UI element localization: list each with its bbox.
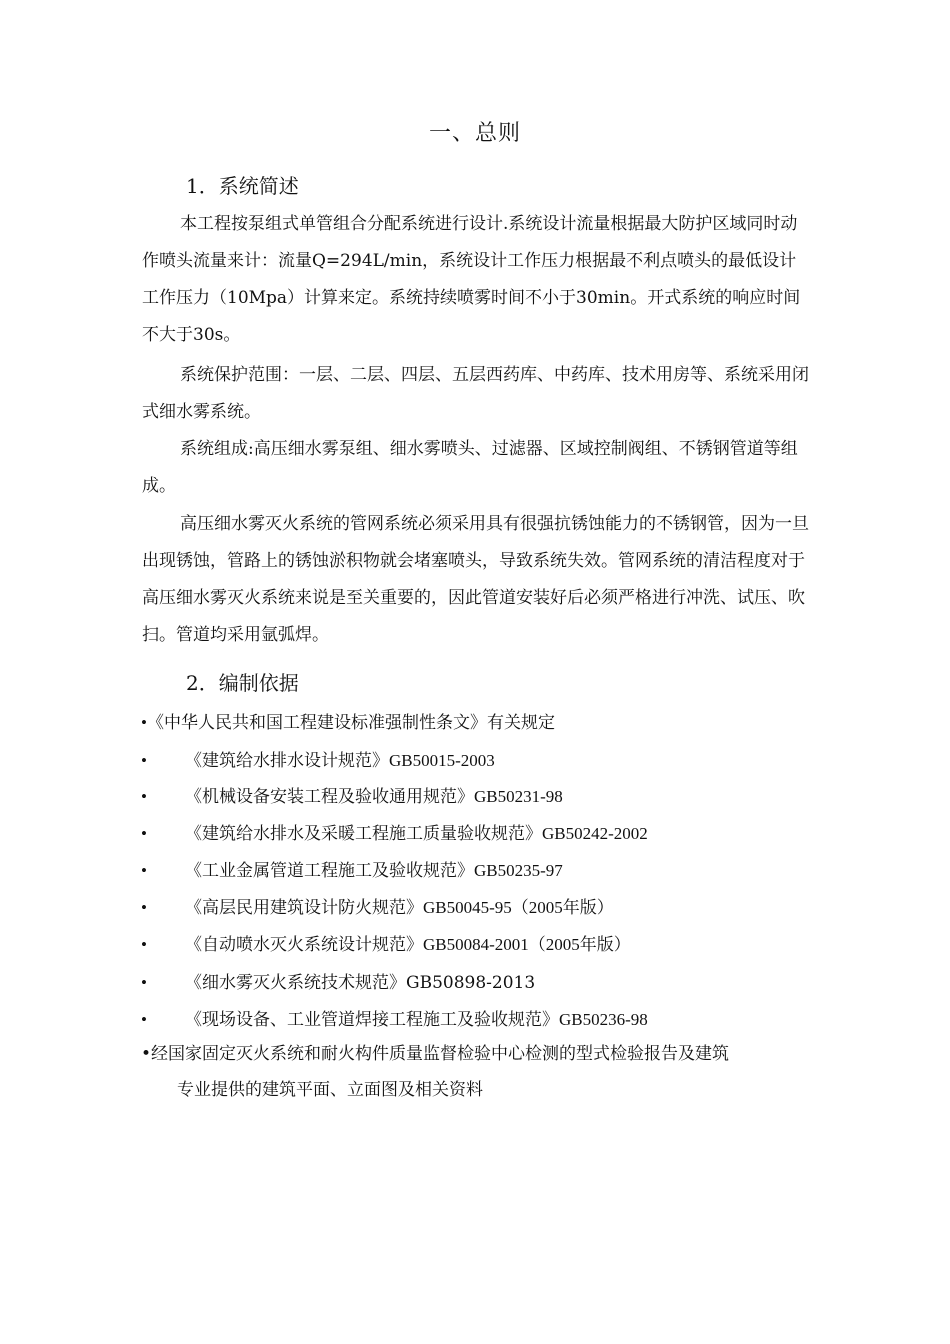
reference-code: GB50084-2001（2005年版） xyxy=(423,935,631,954)
reference-item-test-report xyxy=(141,1036,821,1108)
reference-item xyxy=(141,819,648,844)
bullet-icon: • xyxy=(141,787,147,806)
reference-title: 《中华人民共和国工程建设标准强制性条文》有关规定 xyxy=(146,713,555,733)
bullet-icon: • xyxy=(141,1044,152,1064)
reference-item xyxy=(141,782,563,807)
bullet-icon: • xyxy=(141,935,147,954)
reference-code: GB50236-98 xyxy=(559,1010,648,1029)
reference-item xyxy=(141,1005,648,1030)
bullet-icon: • xyxy=(141,861,147,880)
reference-code: GB50242-2002 xyxy=(542,824,648,843)
paragraph-protection-scope: 系统保护范围：一层、二层、四层、五层西药库、中药库、技术用房等、系统采用闭式细水雾系统。 xyxy=(142,365,809,422)
reference-title: 《自动喷水灭火系统设计规范》 xyxy=(185,935,423,955)
section-heading-overview: 1．系统简述 xyxy=(186,174,299,198)
reference-title: 《机械设备安装工程及验收通用规范》 xyxy=(185,787,474,807)
reference-item xyxy=(141,746,495,771)
reference-title: 《现场设备、工业管道焊接工程施工及验收规范》 xyxy=(185,1010,559,1030)
bullet-icon: • xyxy=(141,898,147,917)
bullet-icon: • xyxy=(141,973,147,992)
paragraph-system-components: 系统组成:高压细水雾泵组、细水雾喷头、过滤器、区域控制阀组、不锈钢管道等组成。 xyxy=(142,439,798,496)
reference-item xyxy=(141,968,535,993)
document-title: 一、总则 xyxy=(428,121,521,146)
reference-title-continuation: 专业提供的建筑平面、立面图及相关资料 xyxy=(177,1080,483,1100)
reference-code: GB50231-98 xyxy=(474,787,563,806)
reference-code: GB50045-95（2005年版） xyxy=(423,898,614,917)
reference-title: 《高层民用建筑设计防火规范》 xyxy=(185,898,423,918)
reference-item xyxy=(141,708,555,733)
reference-title: 《细水雾灭火系统技术规范》GB50898-2013 xyxy=(185,973,536,993)
reference-code: GB50015-2003 xyxy=(389,751,495,770)
reference-code: GB50235-97 xyxy=(474,861,563,880)
reference-title: 《建筑给水排水及采暖工程施工质量验收规范》 xyxy=(185,824,542,844)
bullet-icon: • xyxy=(141,1010,147,1029)
paragraph-pipe-requirements: 高压细水雾灭火系统的管网系统必须采用具有很强抗锈蚀能力的不锈钢管，因为一旦出现锈蚀，管路上的锈蚀淤积物就会堵塞喷头，导致系统失效。管网系统的清洁程度对于高压细水雾灭火系统来说是至关重要的，因此管道安装好后必须严格进行冲洗、试压、吹扫。管道均采用氩弧焊。 xyxy=(142,514,809,645)
paragraph-design-flow: 本工程按泵组式单管组合分配系统进行设计.系统设计流量根据最大防护区域同时动作喷头流量来计：流量Q=294L/min，系统设计工作压力根据最不利点喷头的最低设计工作压力（10Mpa）计算来定。系统持续喷雾时间不小于30min。开式系统的响应时间不大于30s。 xyxy=(142,214,801,345)
bullet-icon: • xyxy=(141,751,147,770)
reference-title: 经国家固定灭火系统和耐火构件质量监督检验中心检测的型式检验报告及建筑 xyxy=(151,1044,730,1064)
section-heading-basis: 2．编制依据 xyxy=(186,671,299,695)
bullet-icon: • xyxy=(141,824,147,843)
reference-title: 《建筑给水排水设计规范》 xyxy=(185,751,389,771)
reference-title: 《工业金属管道工程施工及验收规范》 xyxy=(185,861,474,881)
reference-item xyxy=(141,930,631,955)
reference-item xyxy=(141,856,563,881)
bullet-icon: • xyxy=(141,713,147,732)
reference-item xyxy=(141,893,614,918)
